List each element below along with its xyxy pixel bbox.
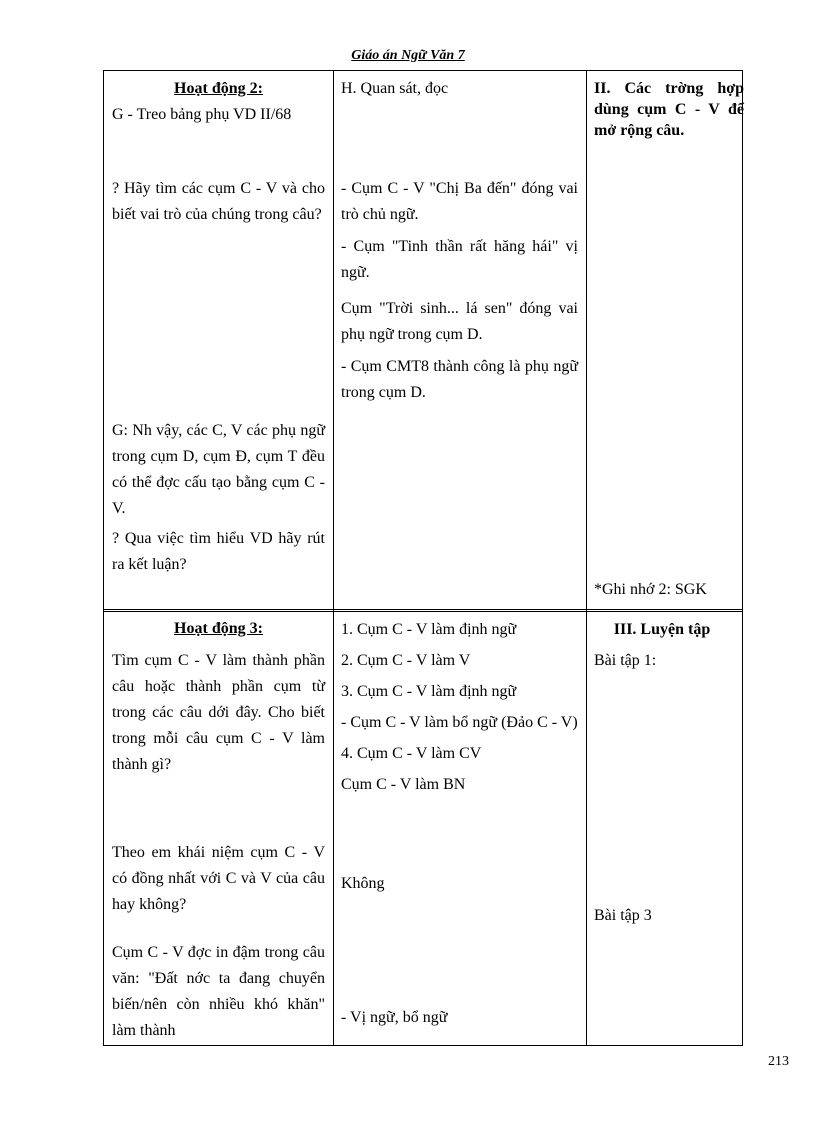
column-divider-2 — [586, 70, 587, 1046]
answer-khong: Không — [341, 875, 385, 892]
answer-item: Cụm C - V làm BN — [341, 776, 466, 793]
question-1: ? Hãy tìm các cụm C - V và cho biết vai trò của chúng trong câu? — [112, 180, 325, 223]
exercise-3-label: Bài tập 3 — [594, 907, 652, 924]
answer-item: 2. Cụm C - V làm V — [341, 652, 471, 669]
activity-2-heading: Hoạt động 2: — [174, 80, 263, 97]
activity-3-heading-cell — [112, 616, 325, 642]
row-divider — [103, 609, 743, 612]
teacher-intro: G - Treo bảng phụ VD II/68 — [112, 106, 292, 123]
answer-vi-ngu: - Vị ngữ, bổ ngữ — [341, 1009, 448, 1026]
answer-item: 3. Cụm C - V làm định ngữ — [341, 683, 517, 700]
answer-4: - Cụm CMT8 thành công là phụ ngữ trong cụm D. — [341, 358, 578, 401]
exercise-task: Tìm cụm C - V làm thành phần câu hoặc thành phần cụm từ trong các câu dới đây. Cho biết trong mỗi câu cụm C - V làm thành gì? — [112, 652, 325, 773]
answers-list — [341, 617, 578, 798]
answer-3: Cụm "Trời sinh... lá sen" đóng vai phụ ngữ trong cụm D. — [341, 300, 578, 343]
answer-item: 1. Cụm C - V làm định ngữ — [341, 621, 517, 638]
question-3: Theo em khái niệm cụm C - V có đồng nhất với C và V của câu hay không? — [112, 844, 325, 913]
answer-1: - Cụm C - V "Chị Ba đến" đóng vai trò chủ ngữ. — [341, 180, 578, 223]
page-number: 213 — [768, 1054, 789, 1069]
activity-3-heading: Hoạt động 3: — [174, 620, 263, 637]
row1-col1 — [112, 76, 325, 128]
student-action: H. Quan sát, đọc — [341, 80, 449, 97]
answer-item: 4. Cụm C - V làm CV — [341, 745, 482, 762]
section-3-title: III. Luyện tập — [613, 621, 711, 638]
section-2-title: II. Các trờng hợp dùng cụm C - V để mở rộng câu. — [594, 80, 744, 139]
column-divider-1 — [333, 70, 334, 1046]
answer-item: - Cụm C - V làm bổ ngữ (Đảo C - V) — [341, 714, 578, 731]
section-3-title-cell — [594, 617, 744, 643]
question-2: ? Qua việc tìm hiểu VD hãy rút ra kết luận? — [112, 530, 325, 573]
answer-2: - Cụm "Tinh thần rất hăng hái" vị ngữ. — [341, 238, 578, 281]
exercise-1-label: Bài tập 1: — [594, 652, 657, 669]
ghi-nho-2: *Ghi nhớ 2: SGK — [594, 581, 707, 598]
question-4: Cụm C - V đợc in đậm trong câu văn: "Đất nớc ta đang chuyển biến/nên còn nhiều khó khăn" làm thành — [112, 944, 325, 1039]
teacher-note: G: Nh vậy, các C, V các phụ ngữ trong cụm D, cụm Đ, cụm T đều có thể đợc cấu tạo bằng cụm C - V. — [112, 422, 325, 517]
page-header: Giáo án Ngữ Văn 7 — [351, 48, 465, 63]
